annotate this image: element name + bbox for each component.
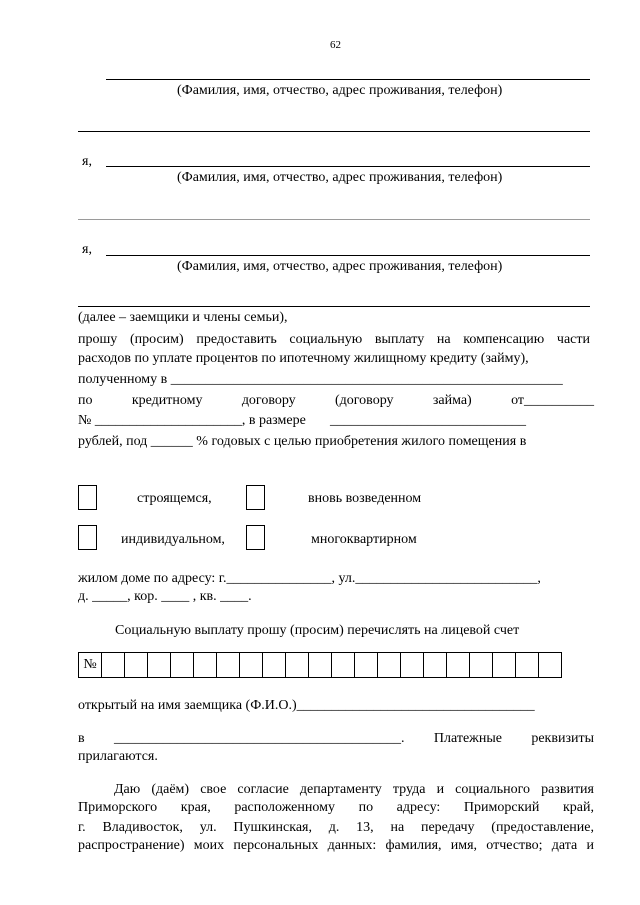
account-digit-cell[interactable] (401, 653, 424, 678)
checkbox-under-construction[interactable] (78, 485, 97, 510)
agreement-word: займа) (432, 393, 472, 408)
opened-line: открытый на имя заемщика (Ф.И.О.)__________________________________ (78, 698, 535, 713)
account-digit-cell[interactable] (378, 653, 401, 678)
agreement-word: кредитному (131, 393, 203, 408)
option-individual: индивидуальном, (121, 532, 225, 547)
request-line-1: прошу (просим) предоставить социальную выплату на компенсацию части (78, 332, 590, 347)
account-number-symbol: № (79, 653, 102, 678)
checkbox-newly-built[interactable] (246, 485, 265, 510)
consent-line-3: г. Владивосток, ул. Пушкинская, д. 13, на передачу (предоставление, (78, 820, 594, 835)
account-digit-cell[interactable] (286, 653, 309, 678)
account-digit-cell[interactable] (447, 653, 470, 678)
bank-word: реквизиты (531, 731, 594, 746)
account-digit-cell[interactable] (470, 653, 493, 678)
account-digit-cell[interactable] (516, 653, 539, 678)
borrowers-note: (далее – заемщики и члены семьи), (78, 310, 288, 325)
ya-label-1: я, (82, 154, 92, 169)
ya-label-2: я, (82, 242, 92, 257)
account-digit-cell[interactable] (194, 653, 217, 678)
checkbox-individual[interactable] (78, 525, 97, 550)
address-line-1: жилом доме по адресу: г._______________, ул.__________________________, (78, 571, 541, 586)
account-digit-cell[interactable] (263, 653, 286, 678)
rubles-line: рублей, под ______ % годовых с целью приобретения жилого помещения в (78, 434, 527, 449)
name-caption-2: (Фамилия, имя, отчество, адрес проживания, телефон) (177, 170, 503, 185)
consent-line-4: распространение) моих персональных данных: фамилия, имя, отчество; дата и (78, 838, 594, 853)
account-digit-cell[interactable] (171, 653, 194, 678)
received-line: полученному в ________________________________________________________ (78, 372, 563, 387)
continuation-line-2[interactable] (78, 219, 590, 220)
continuation-line-1[interactable] (78, 131, 590, 132)
account-digit-cell[interactable] (102, 653, 125, 678)
option-apartment: многоквартирном (311, 532, 417, 547)
account-digit-cell[interactable] (332, 653, 355, 678)
account-digit-cell[interactable] (424, 653, 447, 678)
account-digit-cell[interactable] (217, 653, 240, 678)
bank-word: в (78, 731, 85, 746)
option-newly-built: вновь возведенном (308, 491, 422, 506)
option-under-construction: строящемся, (137, 491, 212, 506)
account-digit-cell[interactable] (493, 653, 516, 678)
consent-line-2: Приморского края, расположенному по адресу: Приморский край, (78, 800, 594, 815)
bank-name-field[interactable]: _________________________________________. (114, 731, 405, 746)
amount-field[interactable]: ____________________________ (330, 413, 526, 428)
bank-line-2: прилагаются. (78, 749, 158, 764)
account-digit-cell[interactable] (125, 653, 148, 678)
agreement-line (78, 392, 594, 409)
account-digit-cell[interactable] (355, 653, 378, 678)
account-digit-cell[interactable] (539, 653, 562, 678)
consent-line-1: Даю (даём) свое согласие департаменту труда и социального развития (114, 782, 594, 797)
continuation-line-3[interactable] (78, 306, 590, 307)
account-digit-cell[interactable] (309, 653, 332, 678)
name-field-line-1[interactable] (106, 79, 590, 80)
transfer-line: Социальную выплату прошу (просим) перечислять на лицевой счет (115, 623, 520, 638)
account-number-grid[interactable] (78, 652, 562, 678)
contract-number-line: № _____________________, в размере (78, 413, 306, 428)
address-line-2: д. _____, кор. ____ , кв. ____. (78, 589, 252, 604)
bank-word: Платежные (433, 731, 502, 746)
name-caption-1: (Фамилия, имя, отчество, адрес проживания, телефон) (177, 83, 503, 98)
agreement-word: (договору (335, 393, 394, 408)
request-line-2: расходов по уплате процентов по ипотечному жилищному кредиту (займу), (78, 351, 529, 366)
bank-line (78, 730, 594, 747)
account-digit-cell[interactable] (148, 653, 171, 678)
agreement-date-field[interactable]: от__________ (511, 393, 594, 408)
name-caption-3: (Фамилия, имя, отчество, адрес проживания, телефон) (177, 259, 503, 274)
agreement-word: по (78, 393, 93, 408)
agreement-word: договору (241, 393, 296, 408)
account-digit-cell[interactable] (240, 653, 263, 678)
name-field-line-2[interactable] (106, 166, 590, 167)
name-field-line-3[interactable] (106, 255, 590, 256)
checkbox-apartment[interactable] (246, 525, 265, 550)
page-number: 62 (330, 39, 341, 51)
